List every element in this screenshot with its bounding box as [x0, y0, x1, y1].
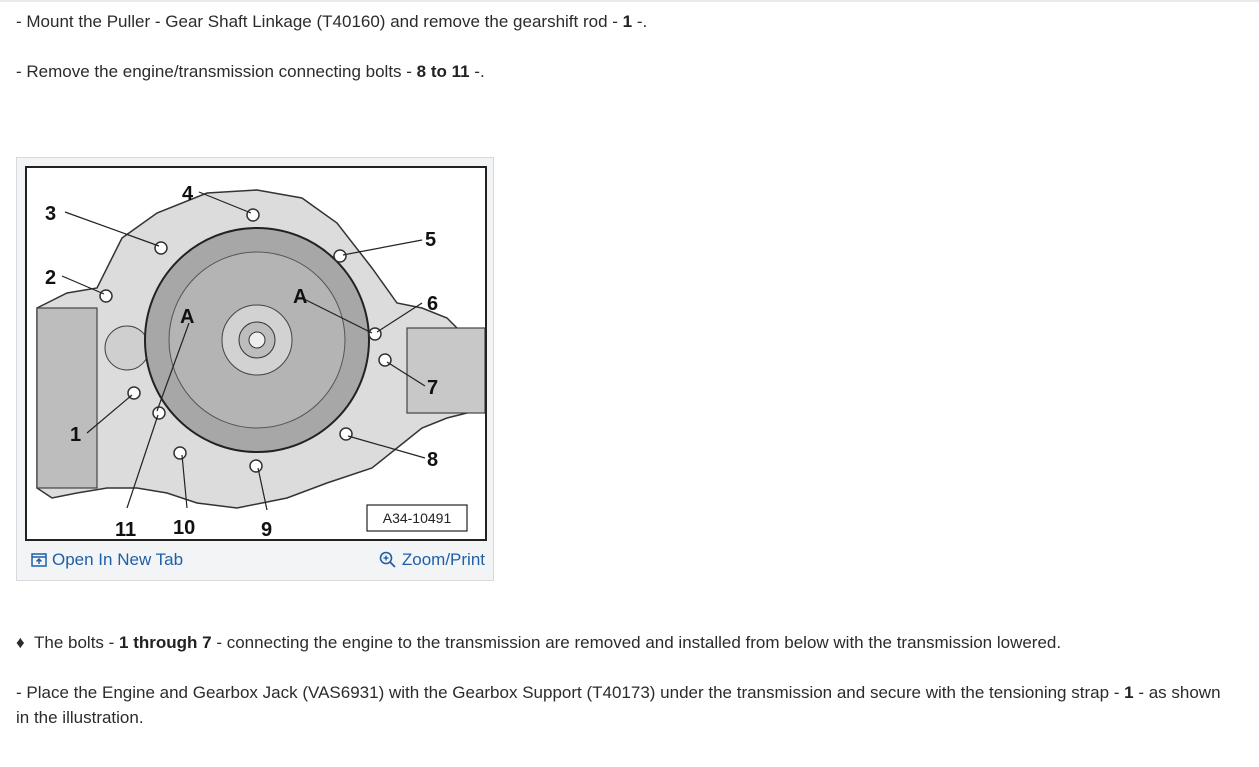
top-divider [0, 0, 1259, 2]
svg-text:5: 5 [425, 229, 437, 251]
open-in-new-tab-label: Open In New Tab [52, 550, 184, 569]
instruction-place-jack [16, 680, 1236, 730]
instruction-text: - Remove the engine/transmission connecting bolts - [16, 62, 417, 81]
zoom-print-link[interactable] [379, 550, 485, 570]
figure-code: A34-10491 [382, 510, 452, 526]
instruction-text: - connecting the engine to the transmission are removed and installed from below with the transmission lowered. [211, 633, 1062, 652]
instruction-bold: 1 [622, 12, 633, 31]
instruction-bold: 8 to 11 [416, 62, 470, 81]
svg-text:7: 7 [427, 377, 439, 399]
zoom-magnifier-icon [379, 551, 397, 569]
svg-text:9: 9 [261, 519, 273, 539]
instruction-text: The bolts - [34, 633, 120, 652]
figure-toolbar [17, 544, 493, 580]
svg-text:10: 10 [173, 517, 196, 539]
instruction-bold: 1 [1124, 683, 1134, 702]
instruction-text: -. [632, 12, 648, 31]
instruction-text: -. [469, 62, 485, 81]
svg-text:3: 3 [45, 203, 57, 225]
open-in-new-tab-link[interactable] [31, 550, 183, 570]
svg-text:6: 6 [427, 293, 439, 315]
illustration-figure [16, 157, 494, 581]
transmission-diagram [27, 168, 485, 539]
instruction-remove-bolts [16, 59, 485, 84]
svg-text:1: 1 [70, 424, 82, 446]
diamond-bullet-icon: ♦ [16, 633, 25, 652]
instruction-text: - as shown in the illustration. [16, 683, 1221, 727]
instruction-bold: 1 through 7 [119, 633, 212, 652]
svg-text:4: 4 [182, 183, 194, 205]
svg-text:8: 8 [427, 449, 439, 471]
instruction-bolts-note [16, 630, 1061, 655]
instruction-text: - Mount the Puller - Gear Shaft Linkage (T40160) and remove the gearshift rod - [16, 12, 623, 31]
svg-text:11: 11 [115, 519, 137, 539]
instruction-mount-puller [16, 9, 647, 34]
open-new-tab-icon [31, 553, 47, 567]
svg-text:A: A [293, 286, 308, 308]
illustration-frame[interactable] [25, 166, 487, 541]
svg-text:A: A [180, 306, 195, 328]
zoom-print-label: Zoom/Print [401, 550, 485, 569]
svg-text:2: 2 [45, 267, 57, 289]
instruction-text: - Place the Engine and Gearbox Jack (VAS6931) with the Gearbox Support (T40173) under the transmission and secure with the tensioning strap - [16, 683, 1125, 702]
